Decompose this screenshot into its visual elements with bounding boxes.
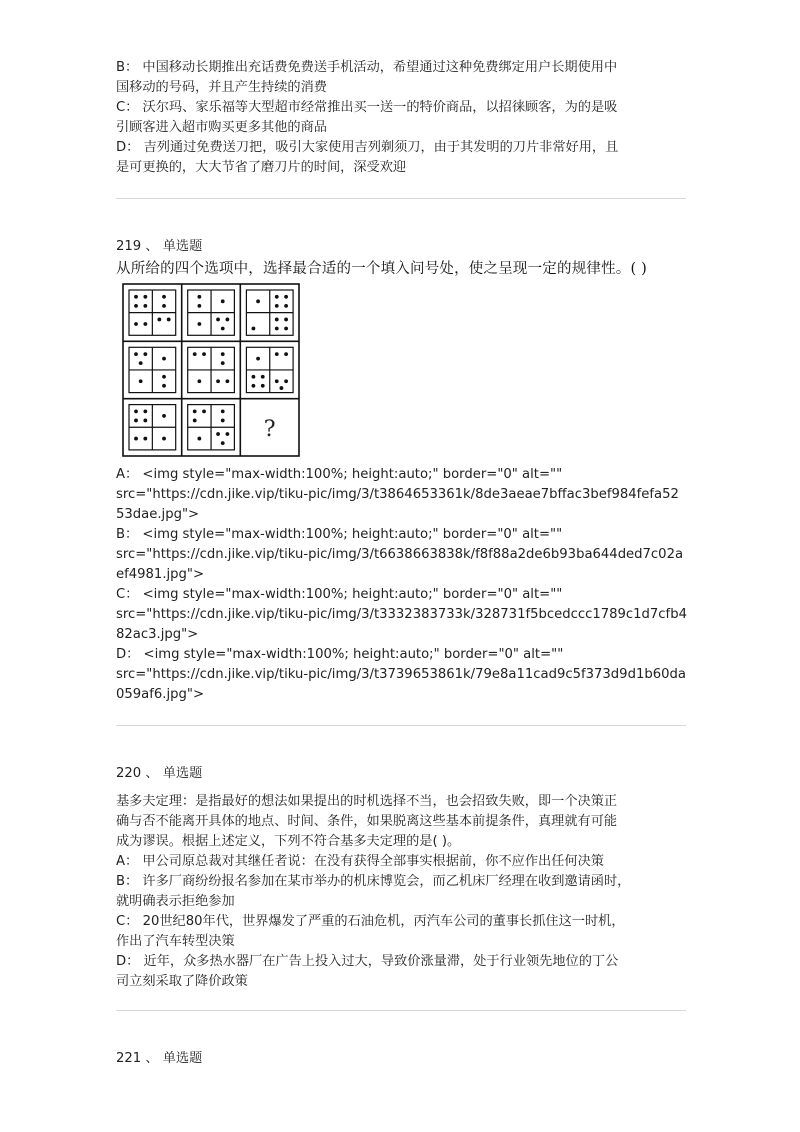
dot [284,352,288,356]
dot [143,304,147,308]
dot [221,409,225,413]
text-line: 基多夫定理：是指最好的想法如果提出的时机选择不当，也会招致失败，即一个决策正 [116,794,618,809]
option-line: 53dae.jpg"> [116,507,200,522]
option-line: D： <img style="max-width:100%; height:auto;" border="0" alt="" [116,647,564,662]
dot [202,352,206,356]
dot [221,327,225,331]
dot [221,352,225,356]
dot [162,437,166,441]
option-line: 059af6.jpg"> [116,687,204,702]
dot [280,386,284,390]
text-line: 国移动的号码，并且产生持续的消费 [116,80,327,95]
option-line: B： <img style="max-width:100%; height:auto;" border="0" alt="" [116,527,563,542]
dot [162,295,166,299]
dot [216,318,220,322]
dot [143,419,147,423]
option-line: 作出了汽车转型决策 [116,934,235,949]
dot [134,352,138,356]
dot [143,295,147,299]
q219-options [116,465,686,705]
dot [261,384,265,388]
dot [134,437,138,441]
dot [139,379,143,383]
dot-matrix-puzzle [122,283,302,459]
option-line: B： 许多厂商纷纷报名参加在某市举办的机床博览会，而乙机床厂经理在收到邀请函时， [116,874,631,889]
question-figure-219 [116,259,686,459]
dot [275,352,279,356]
option-line: src="https://cdn.jike.vip/tiku-pic/img/3/t6638663838k/f8f88a2de6b93ba644ded7c02a [116,547,684,562]
dot [221,419,225,423]
dot [275,327,279,331]
option-line: src="https://cdn.jike.vip/tiku-pic/img/3/t3739653861k/79e8a11cad9c5f373d9d1b60da [116,667,686,682]
q220-body [116,792,686,992]
dot [225,379,229,383]
dot [256,357,260,361]
text-line: 成为谬误。根据上述定义，下列不符合基多夫定理的是( )。 [116,834,461,849]
dot [197,295,201,299]
option-line: C： 20世纪80年代，世界爆发了严重的石油危机，丙汽车公司的董事长抓住这一时机， [116,914,625,929]
dot [275,295,279,299]
dot [284,304,288,308]
dot [139,361,143,365]
dot [197,304,201,308]
dot [284,318,288,322]
dot [197,322,201,326]
option-line: D： 近年，众多热水器厂在广告上投入过大，导致价涨量滞，处于行业领先地位的丁公 [116,954,619,969]
dot [193,352,197,356]
dot [162,375,166,379]
dot [134,295,138,299]
dot [193,409,197,413]
option-line: A： <img style="max-width:100%; height:auto;" border="0" alt="" [116,467,563,482]
dot [221,299,225,303]
dot [252,384,256,388]
dot [216,379,220,383]
text-line: 确与否不能离开具体的地点、时间、条件，如果脱离这些基本前提条件，真理就有可能 [116,814,618,829]
dot [197,379,201,383]
dot [143,322,147,326]
dot [143,409,147,413]
dot [225,432,229,436]
question-header-219: 219 、 单选题 [116,239,203,254]
dot [275,304,279,308]
dot [275,379,279,383]
dot [162,304,166,308]
dot [162,414,166,418]
document-page [116,58,686,1069]
dot [256,299,260,303]
dot [193,419,197,423]
option-line: 就明确表示拒绝参加 [116,894,235,909]
option-line: 82ac3.jpg"> [116,627,199,642]
option-line: ef4981.jpg"> [116,567,205,582]
dot [252,375,256,379]
question-header-220: 220 、 单选题 [116,766,203,781]
dot [162,357,166,361]
dot [284,379,288,383]
text-line: 引顾客进入超市购买更多其他的商品 [116,120,327,135]
dot [275,318,279,322]
dot [284,295,288,299]
dot [167,318,171,322]
dot [225,318,229,322]
dot [252,327,256,331]
option-line: src="https://cdn.jike.vip/tiku-pic/img/3/t3864653361k/8de3aeae7bffac3bef984fefa52 [116,487,679,502]
dot [162,384,166,388]
option-line: C： <img style="max-width:100%; height:auto;" border="0" alt="" [116,587,563,602]
dot [197,437,201,441]
dot [202,409,206,413]
dot [221,361,225,365]
dot [134,419,138,423]
dot [134,409,138,413]
option-line: 司立刻采取了降价政策 [116,974,248,989]
dot [216,432,220,436]
dot [134,304,138,308]
option-line: A： 甲公司原总裁对其继任者说：在没有获得全部事实根据前，你不应作出任何决策 [116,854,604,869]
dot [261,375,265,379]
option-line: src="https://cdn.jike.vip/tiku-pic/img/3/t3332383733k/328731f5bcedccc1789c1d7cfb4 [116,607,687,622]
dot [134,322,138,326]
dot [284,327,288,331]
q218-options [116,58,686,178]
dot [143,437,147,441]
question-mark: ? [263,417,276,442]
question-prompt-219: 从所给的四个选项中，选择最合适的一个填入问号处，使之呈现一定的规律性。( ) [116,261,648,277]
text-line: D： 吉列通过免费送刀把，吸引大家使用吉列剃须刀，由于其发明的刀片非常好用，且 [116,140,619,155]
dot [157,318,161,322]
text-line: C： 沃尔玛、家乐福等大型超市经常推出买一送一的特价商品，以招徕顾客，为的是吸 [116,100,618,115]
text-line: 是可更换的，大大节省了磨刀片的时间，深受欢迎 [116,160,407,175]
text-line: B： 中国移动长期推出充话费免费送手机活动，希望通过这种免费绑定用户长期使用中 [116,60,618,75]
dot [221,441,225,445]
question-header-221: 221 、 单选题 [116,1051,203,1066]
dot [143,352,147,356]
